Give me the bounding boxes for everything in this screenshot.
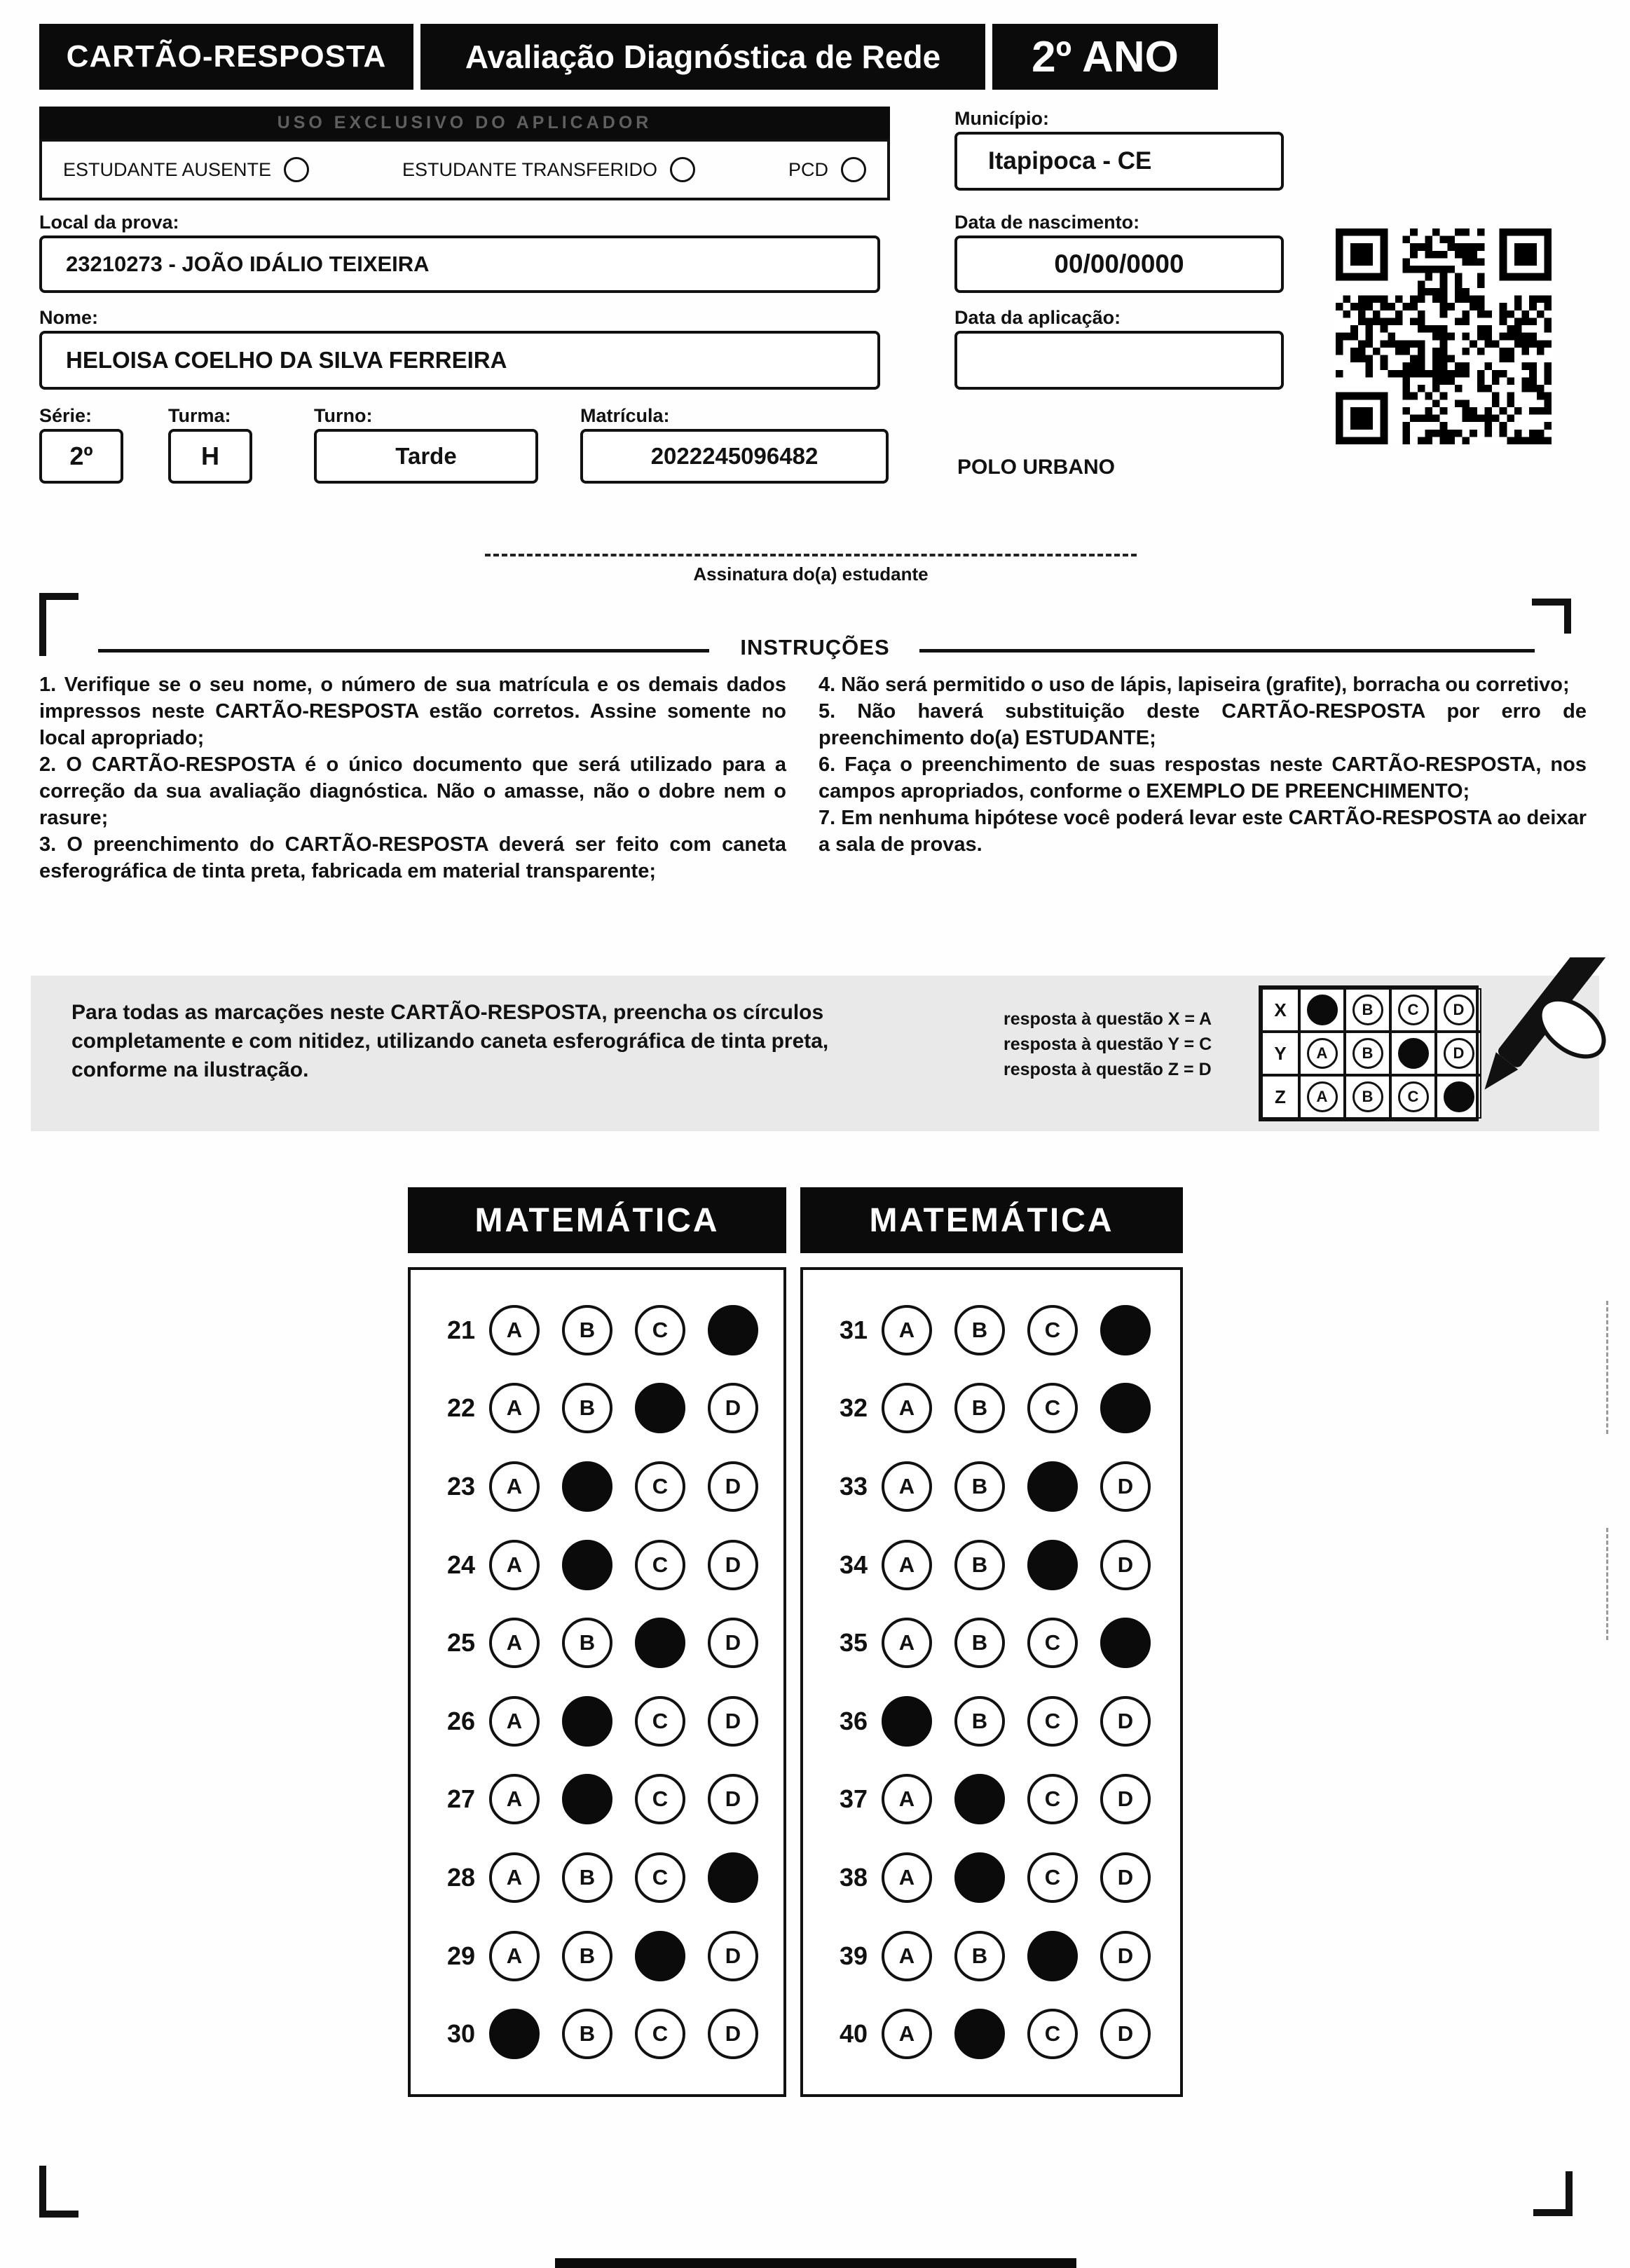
example-row-label-X: X [1261,988,1299,1032]
question-row-36 [824,1696,1180,1747]
sheet-title: CARTÃO-RESPOSTA [39,24,413,90]
example-row-label-Y: Y [1261,1032,1299,1075]
answer-bubble-23-C[interactable]: C [635,1461,685,1512]
instructions-rule-right [919,649,1535,653]
answer-bubble-40-D[interactable]: D [1100,2009,1151,2059]
answer-bubble-38-C[interactable]: C [1027,1852,1078,1903]
fill-example-text: Para todas as marcações neste CARTÃO-RESPOSTA, preencha os círculos completamente e com nitidez, utilizando caneta esferográfica de tinta preta, conforme na ilustração. [71,1001,829,1081]
corner-mark-bottom-left [39,2166,78,2218]
question-row-35 [824,1618,1180,1668]
answer-bubble-36-C[interactable]: C [1027,1696,1078,1747]
question-row-23 [432,1461,783,1512]
example-bubble-X-B: B [1352,995,1383,1025]
corner-mark-top-right [1532,599,1571,634]
status-option-circle[interactable] [841,157,866,182]
signature-label: Assinatura do(a) estudante [693,563,929,585]
header [39,24,1218,90]
example-bubble-Y-D: D [1444,1038,1474,1069]
question-number: 26 [446,1706,475,1735]
answer-bubble-32-A[interactable]: A [882,1383,932,1433]
answer-bubble-26-B[interactable] [562,1696,612,1747]
answer-grid-31-40 [800,1267,1183,2097]
answer-bubble-26-D[interactable]: D [708,1696,758,1747]
answer-bubble-24-A[interactable]: A [489,1540,540,1590]
turma-label: Turma: [168,405,231,426]
example-bubble-Y-A: A [1307,1038,1338,1069]
answer-bubble-23-A[interactable]: A [489,1461,540,1512]
answer-bubble-39-B[interactable]: B [954,1931,1005,1981]
nascimento-value-box: 00/00/0000 [954,235,1284,293]
answer-bubble-21-A[interactable]: A [489,1305,540,1355]
answer-bubble-30-B[interactable]: B [562,2009,612,2059]
answer-bubble-34-C[interactable] [1027,1540,1078,1590]
question-row-34 [824,1540,1180,1590]
corner-mark-bottom-right [1533,2171,1573,2216]
answer-bubble-34-B[interactable]: B [954,1540,1005,1590]
nome-value-box: HELOISA COELHO DA SILVA FERREIRA [39,331,880,390]
fill-example-strip [31,976,1599,1131]
answer-bubble-25-B[interactable]: B [562,1618,612,1668]
example-cell [1299,1075,1345,1119]
answer-bubble-22-C[interactable] [635,1383,685,1433]
question-number: 36 [839,1706,868,1735]
answer-bubble-38-B[interactable] [954,1852,1005,1903]
bottom-registration-bar [555,2258,1076,2268]
answer-bubble-33-A[interactable]: A [882,1461,932,1512]
question-number: 23 [446,1471,475,1501]
answer-bubble-38-D[interactable]: D [1100,1852,1151,1903]
answer-bubble-38-A[interactable]: A [882,1852,932,1903]
example-bubble-X-A [1307,995,1338,1025]
example-bubble-X-D: D [1444,995,1474,1025]
section-title-matematica-1: MATEMÁTICA [408,1187,786,1253]
legend-line: resposta à questão X = A [1004,1009,1212,1029]
answer-bubble-25-A[interactable]: A [489,1618,540,1668]
turno-label: Turno: [314,405,373,426]
question-number: 38 [839,1863,868,1892]
example-cell [1345,988,1390,1032]
question-number: 35 [839,1628,868,1658]
signature-line[interactable] [485,554,1137,556]
answer-bubble-37-A[interactable]: A [882,1774,932,1824]
matricula-label: Matrícula: [580,405,670,426]
question-number: 25 [446,1628,475,1658]
answer-bubble-31-A[interactable]: A [882,1305,932,1355]
instruction-item: 2. O CARTÃO-RESPOSTA é o único documento que será utilizado para a correção da sua avaliação diagnóstica. Não o amasse, não o dobre nem o rasure; [39,753,786,829]
status-option-label: ESTUDANTE TRANSFERIDO [402,158,658,180]
answer-bubble-40-A[interactable]: A [882,2009,932,2059]
answer-bubble-33-B[interactable]: B [954,1461,1005,1512]
instruction-item: 6. Faça o preenchimento de suas respostas neste CARTÃO-RESPOSTA, nos campos apropriados, conforme o EXEMPLO DE PREENCHIMENTO; [819,753,1587,802]
status-option [63,157,309,182]
question-row-30 [432,2009,783,2059]
answer-bubble-30-C[interactable]: C [635,2009,685,2059]
question-number: 32 [839,1393,868,1423]
example-cell [1299,988,1345,1032]
example-bubble-Y-B: B [1352,1038,1383,1069]
answer-bubble-30-D[interactable]: D [708,2009,758,2059]
question-row-28 [432,1852,783,1903]
answer-bubble-29-B[interactable]: B [562,1931,612,1981]
nome-label: Nome: [39,307,99,328]
instructions-right-column [819,671,1587,858]
qr-code [1336,228,1552,444]
turma-value-box: H [168,429,252,484]
status-option-circle[interactable] [284,157,309,182]
answer-bubble-37-B[interactable] [954,1774,1005,1824]
status-checkbox-row [39,139,890,200]
answer-bubble-34-A[interactable]: A [882,1540,932,1590]
aplicacao-label: Data da aplicação: [954,307,1121,328]
answer-bubble-33-C[interactable] [1027,1461,1078,1512]
question-number: 31 [839,1315,868,1344]
pen-illustration [1422,957,1618,1133]
question-number: 34 [839,1550,868,1579]
answer-bubble-21-D[interactable] [708,1305,758,1355]
answer-bubble-35-A[interactable]: A [882,1618,932,1668]
serie-value-box: 2º [39,429,123,484]
question-row-24 [432,1540,783,1590]
nascimento-label: Data de nascimento: [954,212,1140,233]
answer-bubble-23-D[interactable]: D [708,1461,758,1512]
answer-bubble-28-D[interactable] [708,1852,758,1903]
polo-label: POLO URBANO [957,456,1115,479]
matricula-value-box: 2022245096482 [580,429,889,484]
instruction-item: 4. Não será permitido o uso de lápis, lapiseira (grafite), borracha ou corretivo; [819,674,1570,696]
answer-bubble-36-A[interactable] [882,1696,932,1747]
answer-bubble-39-D[interactable]: D [1100,1931,1151,1981]
municipio-value-box: Itapipoca - CE [954,132,1284,191]
answer-bubble-32-D[interactable] [1100,1383,1151,1433]
question-number: 24 [446,1550,475,1579]
question-row-22 [432,1383,783,1433]
local-label: Local da prova: [39,212,179,233]
answer-bubble-27-B[interactable] [562,1774,612,1824]
edge-dash-mark [1606,1301,1608,1434]
answer-bubble-34-D[interactable]: D [1100,1540,1151,1590]
answer-bubble-24-D[interactable]: D [708,1540,758,1590]
answer-bubble-31-B[interactable]: B [954,1305,1005,1355]
aplicacao-value-box[interactable] [954,331,1284,390]
answer-bubble-37-D[interactable]: D [1100,1774,1151,1824]
answer-bubble-29-A[interactable]: A [489,1931,540,1981]
answer-bubble-27-A[interactable]: A [489,1774,540,1824]
question-row-26 [432,1696,783,1747]
example-cell [1345,1075,1390,1119]
answer-bubble-28-C[interactable]: C [635,1852,685,1903]
answer-bubble-21-C[interactable]: C [635,1305,685,1355]
example-bubble-X-C: C [1398,995,1429,1025]
assessment-title: Avaliação Diagnóstica de Rede [420,24,985,90]
answer-bubble-39-C[interactable] [1027,1931,1078,1981]
answer-bubble-25-C[interactable] [635,1618,685,1668]
question-number: 29 [446,1941,475,1970]
answer-bubble-22-B[interactable]: B [562,1383,612,1433]
status-option-label: PCD [788,158,828,180]
local-value-box: 23210273 - JOÃO IDÁLIO TEIXEIRA [39,235,880,293]
question-row-27 [432,1774,783,1824]
example-bubble-Z-B: B [1352,1081,1383,1112]
question-number: 21 [446,1315,475,1344]
answer-bubble-26-C[interactable]: C [635,1696,685,1747]
serie-label: Série: [39,405,93,426]
legend-line: resposta à questão Z = D [1004,1060,1212,1079]
instruction-item: 1. Verifique se o seu nome, o número de sua matrícula e os demais dados impressos neste CARTÃO-RESPOSTA estão corretos. Assine somente no local apropriado; [39,674,786,749]
answer-bubble-32-C[interactable]: C [1027,1383,1078,1433]
question-row-31 [824,1305,1180,1355]
instructions-left-column [39,671,786,884]
answer-bubble-35-C[interactable]: C [1027,1618,1078,1668]
section-title-matematica-2: MATEMÁTICA [800,1187,1183,1253]
answer-bubble-25-D[interactable]: D [708,1618,758,1668]
example-cell [1299,1032,1345,1075]
status-option-label: ESTUDANTE AUSENTE [63,158,272,180]
answer-bubble-33-D[interactable]: D [1100,1461,1151,1512]
answer-bubble-24-C[interactable]: C [635,1540,685,1590]
instruction-item: 3. O preenchimento do CARTÃO-RESPOSTA deverá ser feito com caneta esferográfica de tinta preta, fabricada em material transparente; [39,833,786,882]
question-number: 40 [839,2019,868,2049]
example-row-label-Z: Z [1261,1075,1299,1119]
fill-example-legend [1004,1006,1235,1082]
answer-bubble-22-A[interactable]: A [489,1383,540,1433]
answer-bubble-40-B[interactable] [954,2009,1005,2059]
status-option-circle[interactable] [670,157,695,182]
answer-bubble-35-D[interactable] [1100,1618,1151,1668]
legend-line: resposta à questão Y = C [1004,1034,1212,1054]
question-row-32 [824,1383,1180,1433]
answer-bubble-24-B[interactable] [562,1540,612,1590]
question-number: 30 [446,2019,475,2049]
answer-bubble-30-A[interactable] [489,2009,540,2059]
question-number: 33 [839,1471,868,1501]
answer-bubble-31-D[interactable] [1100,1305,1151,1355]
answer-bubble-36-B[interactable]: B [954,1696,1005,1747]
answer-bubble-27-C[interactable]: C [635,1774,685,1824]
answer-bubble-35-B[interactable]: B [954,1618,1005,1668]
answer-bubble-40-C[interactable]: C [1027,2009,1078,2059]
example-bubble-Z-C: C [1398,1081,1429,1112]
turno-value-box: Tarde [314,429,538,484]
question-row-29 [432,1931,783,1981]
question-row-25 [432,1618,783,1668]
example-bubble-Z-A: A [1307,1081,1338,1112]
instruction-item: 5. Não haverá substituição deste CARTÃO-RESPOSTA por erro de preenchimento do(a) ESTUDANTE; [819,700,1587,749]
question-row-39 [824,1931,1180,1981]
question-row-21 [432,1305,783,1355]
question-number: 39 [839,1941,868,1970]
question-row-38 [824,1852,1180,1903]
answer-bubble-28-B[interactable]: B [562,1852,612,1903]
question-row-40 [824,2009,1180,2059]
answer-bubble-36-D[interactable]: D [1100,1696,1151,1747]
edge-dash-mark [1606,1528,1608,1640]
answer-bubble-28-A[interactable]: A [489,1852,540,1903]
answer-bubble-29-D[interactable]: D [708,1931,758,1981]
answer-bubble-26-A[interactable]: A [489,1696,540,1747]
answer-bubble-22-D[interactable]: D [708,1383,758,1433]
applicator-use-bar: USO EXCLUSIVO DO APLICADOR [39,107,890,139]
question-number: 28 [446,1863,475,1892]
question-number: 37 [839,1784,868,1814]
question-number: 27 [446,1784,475,1814]
status-option [402,157,695,182]
answer-bubble-32-B[interactable]: B [954,1383,1005,1433]
answer-bubble-23-B[interactable] [562,1461,612,1512]
answer-bubble-37-C[interactable]: C [1027,1774,1078,1824]
answer-bubble-21-B[interactable]: B [562,1305,612,1355]
question-row-33 [824,1461,1180,1512]
municipio-label: Município: [954,108,1049,129]
answer-bubble-29-C[interactable] [635,1931,685,1981]
answer-bubble-39-A[interactable]: A [882,1931,932,1981]
answer-bubble-27-D[interactable]: D [708,1774,758,1824]
answer-bubble-31-C[interactable]: C [1027,1305,1078,1355]
example-cell [1345,1032,1390,1075]
instructions-title: INSTRUÇÕES [740,635,890,660]
question-row-37 [824,1774,1180,1824]
instruction-item: 7. Em nenhuma hipótese você poderá levar este CARTÃO-RESPOSTA ao deixar a sala de provas. [819,807,1587,856]
grade-badge: 2º ANO [992,24,1218,90]
question-number: 22 [446,1393,475,1423]
status-option [788,157,866,182]
answer-grid-21-30 [408,1267,786,2097]
